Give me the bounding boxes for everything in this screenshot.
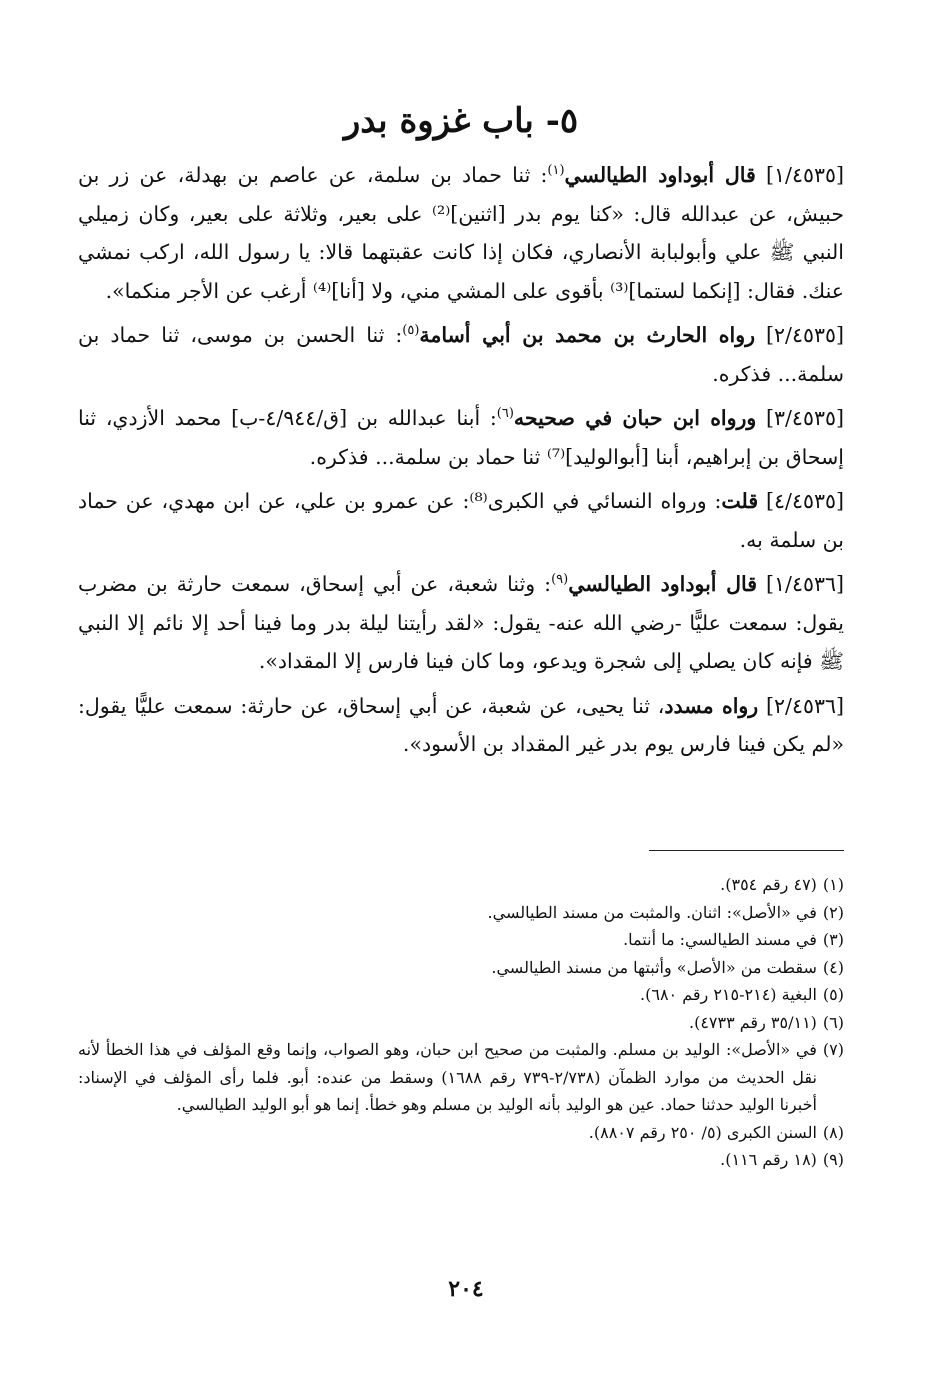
footnote bbox=[78, 1146, 844, 1174]
hadith-entries bbox=[78, 156, 844, 764]
entry-text: : ثنا الحسن بن موسى، ثنا حماد بن سلمة... فذكره. bbox=[78, 323, 844, 386]
entry-lead: ورواه ابن حبان في صحيحه bbox=[513, 406, 757, 430]
entry-lead: قال أبوداود الطيالسي bbox=[568, 572, 758, 596]
footnote bbox=[78, 926, 844, 954]
footnote-number: (٤) bbox=[822, 957, 844, 977]
footnote-text: في «الأصل»: الوليد بن مسلم. والمثبت من صحيح ابن حبان، وهو الصواب، وإنما وقع المؤلف في هذا الخطأ لأنه نقل الحديث من موارد الظمآن (٢/٧٣٨-٧٣٩ رقم ١٦٨٨) وسقط من عنده: أبو. فلما رأى المؤلف في الإسناد: أخبرنا الوليد حدثنا حماد. عين هو الوليد بأنه الوليد بن مسلم وهو خطأ. إنما هو أبو الوليد الطيالسي. bbox=[78, 1040, 817, 1114]
entry-lead: رواه الحارث بن محمد بن أبي أسامة bbox=[419, 323, 756, 347]
footnote-number: (٨) bbox=[822, 1122, 844, 1142]
hadith-entry bbox=[78, 399, 844, 476]
hadith-entry bbox=[78, 316, 844, 393]
footnote bbox=[78, 871, 844, 899]
hadith-entry bbox=[78, 482, 844, 559]
footnote-marker: (٥) bbox=[402, 323, 420, 339]
entry-text: : ثنا حماد بن سلمة، عن عاصم بن بهدلة، عن زر بن حبيش، عن عبدالله قال: «كنا يوم بدر [اثنين]⁽²⁾ على بعير، وثلاثة على بعير، وكان زميلي النبي ﷺ علي وأبولبابة الأنصاري، فكان إذا كانت عقبتهما قالا: يا رسول الله، اركب نمشي عنك. فقال: [إنكما لستما]⁽³⁾ بأقوى على المشي مني، ولا [أنا]⁽⁴⁾ أرغب عن الأجر منكما». bbox=[78, 163, 844, 303]
footnote-number: (٧) bbox=[822, 1040, 844, 1059]
footnotes-section bbox=[78, 850, 844, 1174]
entry-lead: قلت bbox=[721, 489, 759, 513]
footnote-text: (٣٥/١١ رقم ٤٧٣٣). bbox=[688, 1012, 817, 1032]
footnote bbox=[78, 899, 844, 927]
hadith-entry bbox=[78, 687, 844, 764]
footnote bbox=[78, 1009, 844, 1037]
footnote-number: (٢) bbox=[822, 902, 844, 922]
footnote-marker: (١) bbox=[547, 163, 565, 179]
entry-lead: قال أبوداود الطيالسي bbox=[564, 163, 756, 187]
footnote bbox=[78, 1119, 844, 1147]
footnote-text: في مسند الطيالسي: ما أنتما. bbox=[623, 930, 817, 949]
footnote-marker: (٦) bbox=[496, 406, 514, 422]
footnote-text: البغية (٢١٤-٢١٥ رقم ٦٨٠). bbox=[640, 985, 817, 1004]
chapter-title: ٥- باب غزوة بدر bbox=[343, 101, 579, 141]
footnote-number: (٩) bbox=[822, 1150, 844, 1169]
footnote-divider bbox=[649, 850, 844, 851]
entry-reference: [٤/٤٥٣٥] bbox=[766, 489, 844, 513]
hadith-entry bbox=[78, 565, 844, 681]
entry-text: : ورواه النسائي في الكبرى⁽⁸⁾: عن عمرو بن علي، عن ابن مهدي، عن حماد بن سلمة به. bbox=[78, 489, 844, 552]
footnote-number: (٦) bbox=[822, 1012, 844, 1032]
entry-lead: رواه مسدد bbox=[664, 693, 759, 718]
entry-text: ، ثنا يحيى، عن شعبة، عن أبي إسحاق، عن حارثة: سمعت عليًّا يقول: «لم يكن فينا فارس يوم بدر غير المقداد بن الأسود». bbox=[78, 693, 844, 756]
entry-reference: [٢/٤٥٣٥] bbox=[766, 323, 844, 347]
footnote-marker: (٩) bbox=[551, 572, 569, 588]
footnote-number: (١) bbox=[822, 875, 844, 894]
footnote-text: (١٨ رقم ١١٦). bbox=[720, 1150, 817, 1169]
footnote-number: (٣) bbox=[822, 930, 844, 949]
entry-reference: [١/٤٥٣٦] bbox=[766, 572, 844, 596]
footnote-text: السنن الكبرى (٥/ ٢٥٠ رقم ٨٨٠٧). bbox=[588, 1122, 817, 1142]
footnote-text: (٤٧ رقم ٣٥٤). bbox=[720, 875, 817, 894]
footnote bbox=[78, 1036, 844, 1119]
entry-reference: [١/٤٥٣٥] bbox=[766, 163, 844, 187]
entry-reference: [٣/٤٥٣٥] bbox=[766, 406, 844, 430]
entry-reference: [٢/٤٥٣٦] bbox=[766, 693, 844, 718]
footnote-text: سقطت من «الأصل» وأثبتها من مسند الطيالسي. bbox=[491, 957, 817, 977]
footnote-text: في «الأصل»: اثنان. والمثبت من مسند الطيالسي. bbox=[487, 902, 817, 922]
page-number: ٢٠٤ bbox=[448, 1276, 484, 1302]
entry-text: : أبنا عبدالله بن [ق/٤/٩٤٤-ب] محمد الأزدي، ثنا إسحاق بن إبراهيم، أبنا [أبوالوليد]⁽⁷⁾ ثنا حماد بن سلمة... فذكره. bbox=[78, 406, 844, 469]
footnote bbox=[78, 981, 844, 1009]
entry-text: : وثنا شعبة، عن أبي إسحاق، سمعت حارثة بن مضرب يقول: سمعت عليًّا -رضي الله عنه- يقول: «لقد رأيتنا ليلة بدر وما فينا أحد إلا نائم إلا النبي ﷺ فإنه كان يصلي إلى شجرة ويدعو، وما كان فينا فارس إلا المقداد». bbox=[78, 572, 844, 673]
footnote bbox=[78, 954, 844, 982]
footnote-number: (٥) bbox=[822, 985, 844, 1004]
hadith-entry bbox=[78, 156, 844, 310]
